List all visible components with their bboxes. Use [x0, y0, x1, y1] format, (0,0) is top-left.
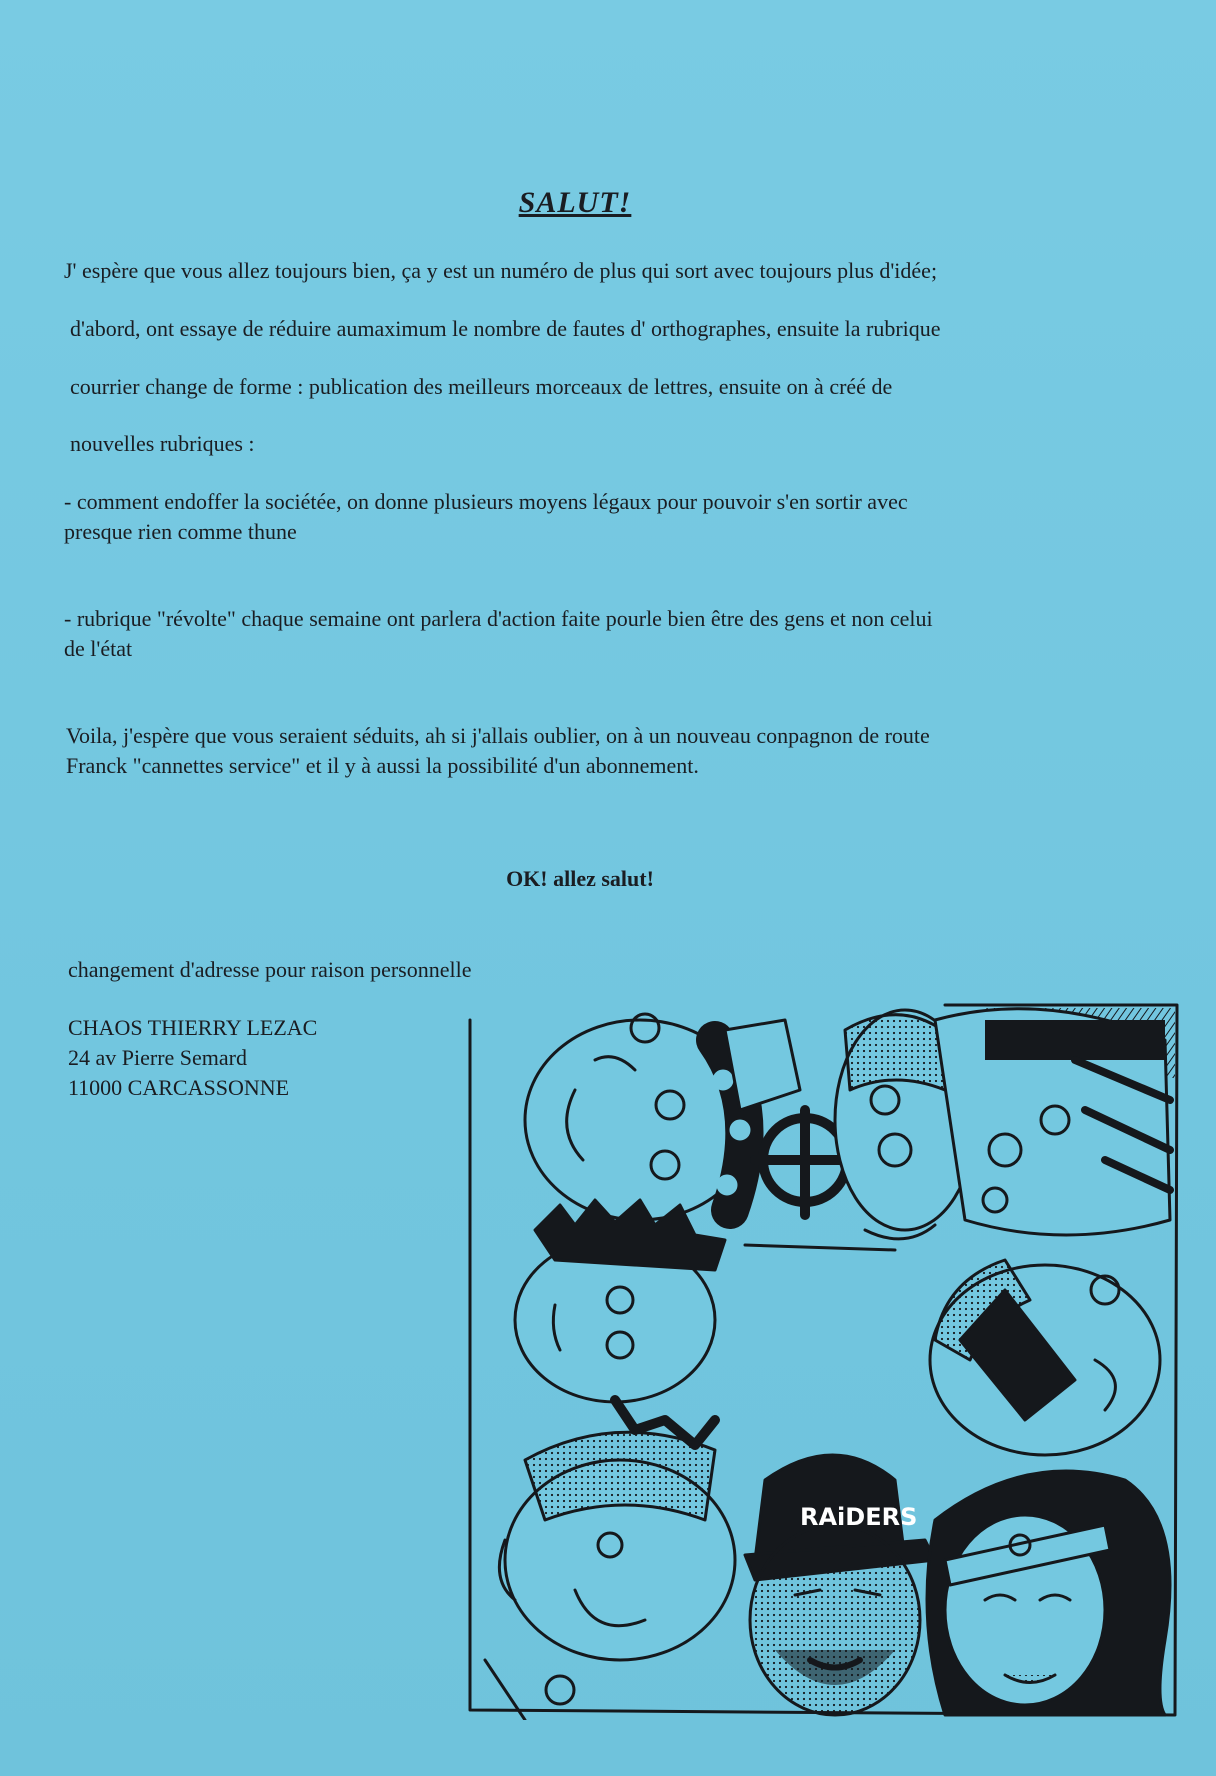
signoff: OK! allez salut!	[506, 866, 654, 891]
address-block	[68, 1013, 317, 1103]
intro-line-2: d'abord, ont essaye de réduire aumaximum le nombre de fautes d' orthographes, ensuite la rubrique	[70, 316, 941, 341]
item-revolte-line-1: - rubrique "révolte" chaque semaine ont parlera d'action faite pourle bien être des gens et non celui	[64, 606, 933, 631]
address-street: 24 av Pierre Semard	[68, 1045, 247, 1070]
face-bandana	[525, 1014, 755, 1220]
face-spiky-hair	[515, 1200, 725, 1445]
closing-line-2: Franck "cannettes service" et il y à aussi la possibilité d'un abonnement.	[66, 753, 699, 778]
item-endoffer	[64, 487, 908, 547]
item-endoffer-line-1: - comment endoffer la sociétée, on donne plusieurs moyens légaux pour pouvoir s'en sortir avec	[64, 489, 908, 514]
item-endoffer-line-2: presque rien comme thune	[64, 519, 297, 544]
address-note: changement d'adresse pour raison personnelle	[68, 957, 472, 982]
punk-faces-illustration	[465, 1000, 1180, 1720]
intro-line-4: nouvelles rubriques :	[70, 431, 255, 456]
item-revolte	[64, 604, 933, 664]
face-raiders-cap	[745, 1455, 935, 1715]
face-sunglasses	[930, 1260, 1160, 1455]
closing-line-1: Voila, j'espère que vous seraient séduits, ah si j'allais oublier, on à un nouveau conpagnon de route	[66, 723, 930, 748]
cap-text: RAiDERS	[800, 1503, 918, 1531]
page-title: SALUT!	[518, 186, 632, 219]
address-name: CHAOS THIERRY LEZAC	[68, 1015, 318, 1040]
address-city: 11000 CARCASSONNE	[68, 1075, 290, 1100]
face-crew-cut	[485, 1432, 735, 1720]
intro-line-3: courrier change de forme : publication des meilleurs morceaux de lettres, ensuite on à créé de	[70, 374, 893, 399]
item-revolte-line-2: de l'état	[64, 636, 133, 661]
face-headband	[927, 1471, 1170, 1715]
intro-line-1: J' espère que vous allez toujours bien, ça y est un numéro de plus qui sort avec toujours plus d'idée;	[64, 258, 938, 283]
face-dreadlocks	[935, 1009, 1170, 1235]
closing-paragraph	[66, 721, 930, 781]
